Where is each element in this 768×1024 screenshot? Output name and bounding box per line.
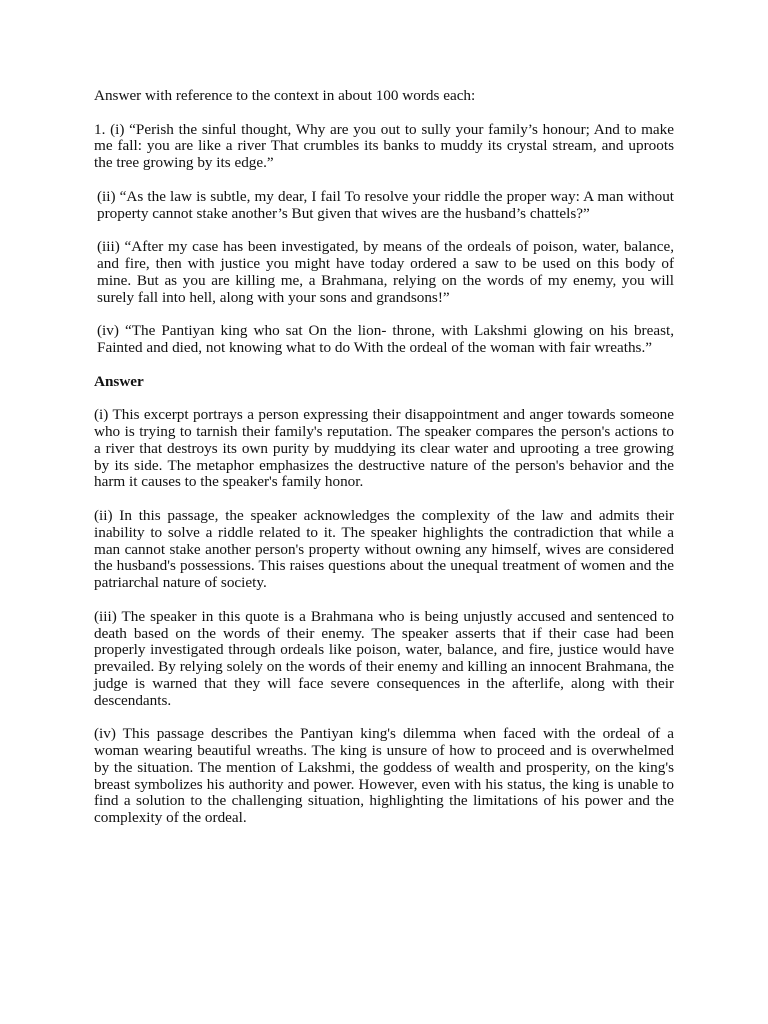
question-text: “As the law is subtle, my dear, I fail To resolve your riddle the proper way: A man without property cannot stake another’s But given that wives are the husband’s chattels?” xyxy=(97,187,675,222)
question-text: “After my case has been investigated, by means of the ordeals of poison, water, balance, and fire, then with justice you might have today ordered a saw to be used on this body of mine. But as you are killing me, a Brahmana, relying on the words of my enemy, you will surely fall into hell, along with your sons and grandsons!” xyxy=(97,238,674,306)
document-page xyxy=(94,88,674,827)
answer-ii: (ii) In this passage, the speaker acknowledges the complexity of the law and admits their inability to solve a riddle related to it. The speaker highlights the contradiction that while a man cannot stake another person's property without owning any himself, wives are considered the husband's possessions. This raises questions about the unequal treatment of women and the patriarchal nature of society. xyxy=(94,506,674,592)
instruction-text: Answer with reference to the context in about 100 words each: xyxy=(94,87,476,104)
question-ii xyxy=(94,189,674,223)
question-text: “The Pantiyan king who sat On the lion- throne, with Lakshmi glowing on his breast, Fainted and died, not knowing what to do With the ordeal of the woman with fair wreaths.” xyxy=(97,322,674,356)
question-label: (ii) xyxy=(97,187,116,205)
answer-heading: Answer xyxy=(94,372,144,390)
answer-iv: (iv) This passage describes the Pantiyan king's dilemma when faced with the ordeal of a woman wearing beautiful wreaths. The king is unsure of how to proceed and is overwhelmed by the situation. The mention of Lakshmi, the goddess of wealth and prosperity, on the king's breast symbolizes his authority and power. However, even with his status, the king is unable to find a solution to the challenging situation, highlighting the limitations of his power and the complexity of the ordeal. xyxy=(94,725,674,827)
question-iii xyxy=(94,239,674,306)
answer-i: (i) This excerpt portrays a person expressing their disappointment and anger towards someone who is trying to tarnish their family's reputation. The speaker compares the person's actions to a river that destroys its own purity by muddying its clear water and uprooting a tree growing by its side. The metaphor emphasizes the destructive nature of the person's behavior and the harm it causes to the speaker's family honor. xyxy=(94,406,674,491)
answer-iii: (iii) The speaker in this quote is a Brahmana who is being unjustly accused and sentenced to death based on the words of their enemy. The speaker asserts that if their case had been properly investigated through ordeals like poison, water, balance, and fire, justice would have prevailed. By relying solely on the words of their enemy and killing an innocent Brahmana, the judge is warned that they will face severe consequences in the afterlife, along with their descendants. xyxy=(94,607,674,709)
question-label: (iii) xyxy=(97,238,120,256)
question-1-i xyxy=(94,122,674,172)
question-text: “Perish the sinful thought, Why are you out to sully your family’s honour; And to make me fall: you are like a river That crumbles its banks to muddy its crystal stream, and uproots the tree growing by its edge.” xyxy=(94,120,674,172)
question-label: (iv) xyxy=(97,322,119,340)
question-label: 1. (i) xyxy=(94,120,125,138)
question-iv xyxy=(94,323,674,357)
